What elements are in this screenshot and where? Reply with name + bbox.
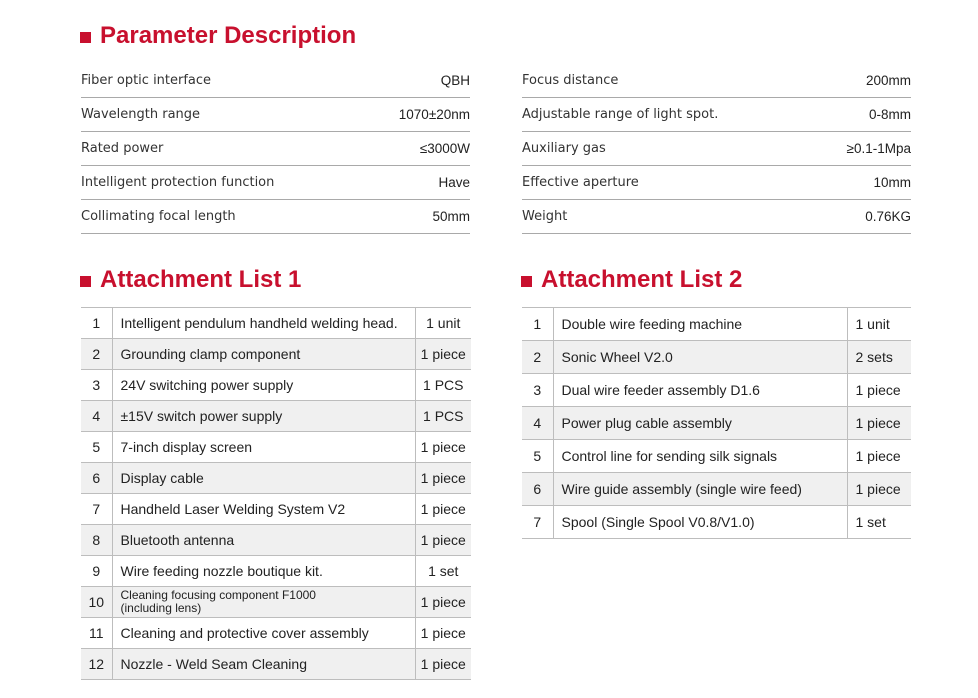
item-quantity: 1 unit	[847, 308, 911, 341]
table-row	[81, 432, 471, 463]
item-name: Control line for sending silk signals	[553, 440, 847, 473]
parameter-label: Collimating focal length	[81, 200, 365, 234]
item-quantity: 2 sets	[847, 341, 911, 374]
table-row	[81, 618, 471, 649]
parameter-row	[81, 200, 470, 234]
parameter-row	[522, 132, 911, 166]
item-name: ±15V switch power supply	[112, 401, 415, 432]
parameter-row	[522, 64, 911, 98]
table-row	[522, 473, 911, 506]
table-row	[81, 339, 471, 370]
attachment-list-2-heading	[521, 266, 742, 294]
square-bullet-icon	[80, 276, 91, 287]
item-number: 1	[522, 308, 553, 341]
item-name: Display cable	[112, 463, 415, 494]
item-name: Cleaning and protective cover assembly	[112, 618, 415, 649]
table-row	[522, 308, 911, 341]
item-number: 10	[81, 587, 112, 618]
item-name: 7-inch display screen	[112, 432, 415, 463]
parameter-label: Effective aperture	[522, 166, 815, 200]
item-number: 6	[522, 473, 553, 506]
table-row	[81, 463, 471, 494]
item-quantity: 1 piece	[415, 587, 471, 618]
parameter-row	[522, 200, 911, 234]
table-row	[81, 401, 471, 432]
item-number: 9	[81, 556, 112, 587]
item-name: Wire feeding nozzle boutique kit.	[112, 556, 415, 587]
item-quantity: 1 piece	[415, 618, 471, 649]
item-number: 3	[81, 370, 112, 401]
item-number: 3	[522, 374, 553, 407]
parameter-row	[522, 98, 911, 132]
item-name: Spool (Single Spool V0.8/V1.0)	[553, 506, 847, 539]
item-number: 4	[522, 407, 553, 440]
item-number: 12	[81, 649, 112, 680]
parameter-label: Focus distance	[522, 64, 815, 98]
item-name-line: (including lens)	[120, 601, 202, 615]
item-name: Intelligent pendulum handheld welding head.	[112, 308, 415, 339]
item-number: 4	[81, 401, 112, 432]
attachment-list-2-table	[522, 307, 911, 539]
parameter-label: Adjustable range of light spot.	[522, 98, 815, 132]
parameter-value: 50mm	[365, 200, 470, 234]
item-number: 2	[522, 341, 553, 374]
parameter-row	[81, 166, 470, 200]
item-number: 2	[81, 339, 112, 370]
parameter-label: Intelligent protection function	[81, 166, 365, 200]
item-quantity: 1 piece	[415, 463, 471, 494]
parameter-row	[81, 64, 470, 98]
table-row	[522, 440, 911, 473]
table-row	[522, 407, 911, 440]
item-name: 24V switching power supply	[112, 370, 415, 401]
section-title: Parameter Description	[100, 22, 357, 49]
table-row	[81, 525, 471, 556]
table-row	[81, 587, 471, 618]
item-quantity: 1 piece	[415, 525, 471, 556]
item-quantity: 1 piece	[847, 374, 911, 407]
item-quantity: 1 piece	[847, 440, 911, 473]
item-number: 7	[81, 494, 112, 525]
item-quantity: 1 piece	[415, 494, 471, 525]
item-quantity: 1 unit	[415, 308, 471, 339]
parameter-label: Fiber optic interface	[81, 64, 365, 98]
item-quantity: 1 piece	[415, 432, 471, 463]
item-name: Nozzle - Weld Seam Cleaning	[112, 649, 415, 680]
attachment-list-1-heading	[80, 266, 301, 294]
parameter-value: ≥0.1-1Mpa	[815, 132, 911, 166]
parameter-value: 10mm	[815, 166, 911, 200]
parameter-label: Wavelength range	[81, 98, 365, 132]
parameter-table-left	[81, 64, 470, 234]
item-name: Sonic Wheel V2.0	[553, 341, 847, 374]
parameter-row	[81, 132, 470, 166]
parameter-label: Weight	[522, 200, 815, 234]
table-row	[81, 494, 471, 525]
item-quantity: 1 piece	[415, 339, 471, 370]
item-name: Double wire feeding machine	[553, 308, 847, 341]
table-row	[81, 649, 471, 680]
parameter-description-heading	[80, 22, 356, 50]
item-number: 7	[522, 506, 553, 539]
item-quantity: 1 piece	[847, 473, 911, 506]
item-name: Bluetooth antenna	[112, 525, 415, 556]
attachment-list-1-table	[81, 307, 471, 680]
item-number: 5	[522, 440, 553, 473]
parameter-row	[81, 98, 470, 132]
table-row	[81, 370, 471, 401]
item-number: 6	[81, 463, 112, 494]
parameter-value: 1070±20nm	[365, 98, 470, 132]
item-quantity: 1 piece	[415, 649, 471, 680]
parameter-label: Auxiliary gas	[522, 132, 815, 166]
section-title: Attachment List 2	[541, 266, 743, 293]
item-quantity: 1 PCS	[415, 370, 471, 401]
parameter-value: 200mm	[815, 64, 911, 98]
parameter-label: Rated power	[81, 132, 365, 166]
item-name-line: Cleaning focusing component F1000	[120, 588, 316, 602]
parameter-value: 0.76KG	[815, 200, 911, 234]
parameter-value: ≤3000W	[365, 132, 470, 166]
item-number: 11	[81, 618, 112, 649]
item-name: Grounding clamp component	[112, 339, 415, 370]
square-bullet-icon	[80, 32, 91, 43]
section-title: Attachment List 1	[100, 266, 302, 293]
item-name: Handheld Laser Welding System V2	[112, 494, 415, 525]
parameter-row	[522, 166, 911, 200]
parameter-value: 0-8mm	[815, 98, 911, 132]
item-quantity: 1 set	[847, 506, 911, 539]
parameter-value: QBH	[365, 64, 470, 98]
item-quantity: 1 set	[415, 556, 471, 587]
parameter-value: Have	[365, 166, 470, 200]
item-name: Dual wire feeder assembly D1.6	[553, 374, 847, 407]
item-number: 5	[81, 432, 112, 463]
table-row	[81, 556, 471, 587]
table-row	[522, 374, 911, 407]
item-name: Wire guide assembly (single wire feed)	[553, 473, 847, 506]
table-row	[522, 341, 911, 374]
item-quantity: 1 PCS	[415, 401, 471, 432]
item-number: 8	[81, 525, 112, 556]
table-row	[81, 308, 471, 339]
parameter-table-right	[522, 64, 911, 234]
item-number: 1	[81, 308, 112, 339]
item-name	[112, 587, 415, 618]
table-row	[522, 506, 911, 539]
item-quantity: 1 piece	[847, 407, 911, 440]
square-bullet-icon	[521, 276, 532, 287]
item-name: Power plug cable assembly	[553, 407, 847, 440]
